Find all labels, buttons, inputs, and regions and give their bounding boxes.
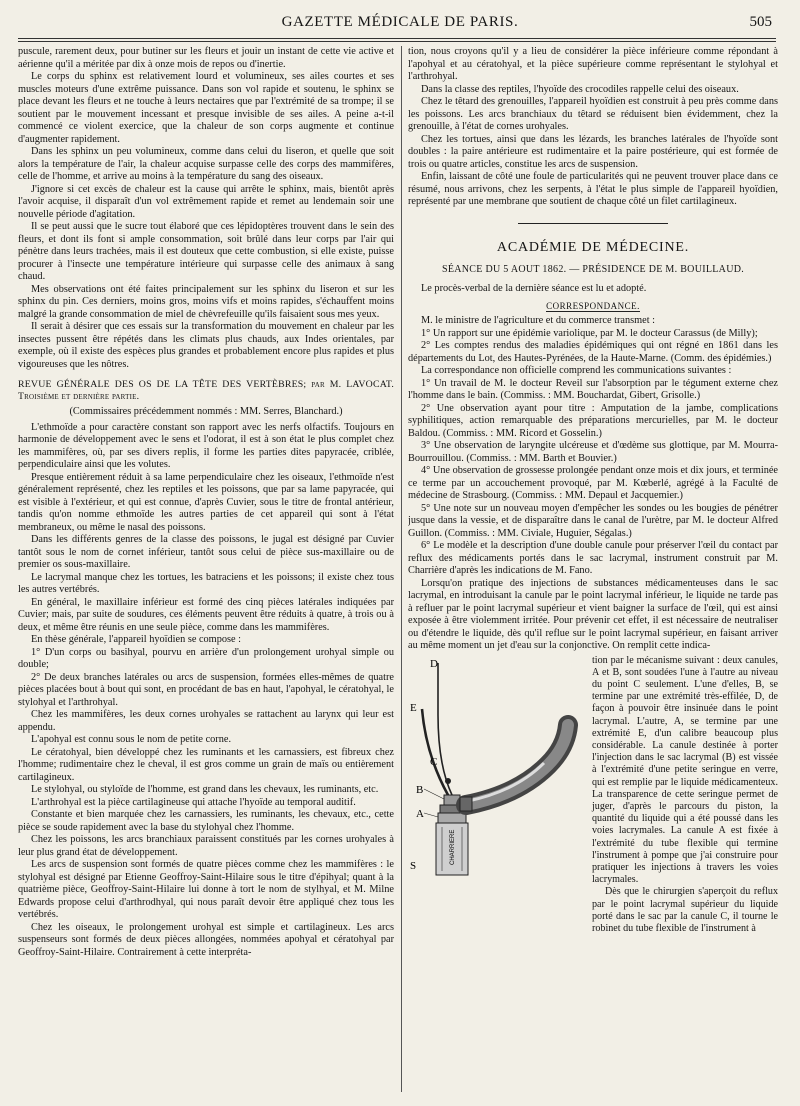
paragraph: La correspondance non officielle comprend les communications suivantes :: [421, 365, 732, 376]
paragraph: Dès que le chirurgien s'aperçoit du reflux par le point lacrymal supérieur du liquide porté dans le sac par la canule C, il tourne le robinet du tube flexible de l'instrument à: [592, 886, 778, 934]
paragraph: En général, le maxillaire inférieur est formé des cinq pièces latérales indiquées par Cuvier; mais, par suite de soudures, ces éléments peuvent être réduits à quatre, à trois ou à deux, et même être réunis en une seule pièce, comme dans les mammifères.: [18, 596, 394, 633]
page-header: [0, 14, 800, 36]
paragraph: Mes observations ont été faites principalement sur les sphinx du liseron et sur les sphinx du pin. Ces derniers, moins gros, moins vifs et moins rapides, s'échauffent moins malgré la grande consommation de miel de chèvrefeuille qu'ils faisaient sous mes yeux.: [18, 283, 394, 320]
lavocat-article: [18, 422, 394, 960]
paragraph: Chez les mammifères, les deux cornes urohyales se rattachent au larynx qui leur est appendu.: [18, 709, 394, 733]
paragraph: Dans les sphinx un peu volumineux, comme dans celui du liseron, et quelle que soit alors la température de l'air, la chaleur acquise surpasse celle des corps des mammifères, celle de l'homme, et arrive au moins à la température du sang des oiseaux.: [18, 146, 394, 182]
paragraph: Le lacrymal manque chez les tortues, les batraciens et les poissons; il existe chez tous les autres vertébrés.: [18, 571, 394, 595]
correspondance-heading: [408, 301, 778, 311]
paragraph: L'apohyal est connu sous le nom de petite corne.: [31, 734, 232, 745]
figure-label-a: A: [416, 807, 424, 820]
paragraph: Chez le têtard des grenouilles, l'appareil hyoïdien est construit à peu près comme dans les poissons. Les arcs branchiaux du têtard se réduisent bien évidemment, chez la grenouille, à l'état de cornes urohyales.: [408, 96, 778, 132]
figure-label-c: C: [430, 755, 438, 768]
paragraph: Lorsqu'on pratique des injections de substances médicamenteuses dans le sac lacrymal, en introduisant la canule par le point lacrymal inférieur, le liquide ne tarde pas à refluer par le point lacrymal supérieur et vient baigner la surface de l'œil, qui est ainsi exposée à être violemment irritée. Pour prévenir cet effet, il est nécessaire de neutraliser ou d'étendre le liquide, dès qu'il reflue sur le point lacrymal supérieur, en faisant arriver au même moment un jet d'eau sur la conjonctive. On remplit cette indica-: [408, 577, 778, 651]
double-canula-illustration: [408, 655, 586, 877]
proces-verbal: Le procès-verbal de la dernière séance est lu et adopté.: [421, 282, 647, 294]
list-item: 1° D'un corps ou basihyal, pourvu en arrière d'un prolongement urohyal simple ou double;: [18, 646, 394, 670]
paragraph: L'ethmoïde a pour caractère constant son rapport avec les nerfs olfactifs. Toujours en harmonie de développement avec le sens et l'odorat, il est à son état le plus complet chez les mammifères, où, par ses divers replis, il forme les parties dites papyracée, criblée, perpendiculaire ainsi que les volutes.: [18, 421, 394, 470]
revue-title: REVUE GÉNÉRALE DES OS DE LA TÊTE DES VERTÈBRES; par M. LAVOCAT. Troisième et dernière partie.: [18, 379, 394, 402]
paragraph: Il serait à désirer que ces essais sur la transformation du mouvement en chaleur par les insectes pussent être répétés dans les climats plus chauds, aux Indes orientales, par exemple, où il existe des espèces plus grandes et probablement encore plus rapides et plus vigoureuses que les nôtres.: [18, 321, 394, 370]
paragraph: Constante et bien marquée chez les carnassiers, les ruminants, les chevaux, etc., cette pièce se soude rapidement avec la base du stylohyal chez l'homme.: [18, 809, 394, 833]
paragraph: Enfin, laissant de côté une foule de particularités qui ne peuvent trouver place dans ce résumé, nous arrivons, chez les serpents, à l'état le plus simple de l'appareil hyoïdien, représenté par une membrane que soutient de chaque côté un filet cartilagineux.: [408, 171, 778, 207]
paragraph: J'ignore si cet excès de chaleur est la cause qui arrête le sphinx, mais, bientôt après l'avoir acquise, il disparaît d'un vol extrêmement rapide et remet au lendemain soir une nouvelle période d'agitation.: [18, 183, 394, 220]
paragraph: Chez les tortues, ainsi que dans les lézards, les branches latérales de l'hyoïde sont doubles : la paire antérieure est rudimentaire et la paire postérieure, qui est formée de trois ou quatre articles, constitue les arcs de suspension.: [408, 133, 778, 170]
figure-label-e: E: [410, 701, 417, 714]
figure-block: [408, 655, 778, 936]
sphinx-article: [18, 46, 394, 371]
list-item: 4° Une observation de grossesse prolongée pendant onze mois et dix jours, et terminée ce terme par un accouchement provoqué, par M. Kœberlé, agrégé à la Faculté de médecine de Strasbourg. (Commiss. : MM. Depaul et Jacquemier.): [408, 465, 778, 501]
list-item: 1° Un travail de M. le docteur Reveil sur l'absorption par le tégument externe chez l'homme dans le bain. (Commiss. : MM. Bouchardat, Gibert, Grisolle.): [408, 377, 778, 401]
paragraph: Chez les poissons, les arcs branchiaux paraissent constitués par les cornes urohyales à leur plus grand état de développement.: [18, 834, 394, 858]
list-item: 5° Une note sur un nouveau moyen d'empêcher les sondes ou les bougies de pénétrer jusque dans la vessie, et de disparaître dans le canal de l'urètre, par M. le docteur Alfred Guillon. (Commiss. : MM. Civiale, Huguier, Ségalas.): [408, 502, 778, 539]
paragraph: En thèse générale, l'appareil hyoïdien se compose :: [31, 634, 242, 645]
right-column: [408, 46, 778, 1096]
canula-figure: [408, 655, 586, 877]
list-item: 1° Un rapport sur une épidémie variolique, par M. le docteur Carassus (de Milly);: [421, 327, 758, 339]
paragraph: Le corps du sphinx est relativement lourd et volumineux, ses ailes courtes et ses muscles moteurs d'une extrême puissance. Dans son vol rapide et soutenu, le sphinx se place devant les fleurs et ne touche à leurs nectaires que par l'extrémité de sa trompe; il se soutient par le mouvement incessant et presque invisible de ses ailes. A peine a-t-il commencé ce violent exercice, que la chaleur de son corps augmente et continue d'augmenter rapidement.: [18, 71, 394, 145]
seance-line: SÉANCE DU 5 AOUT 1862. — PRÉSIDENCE DE M. BOUILLAUD.: [441, 263, 745, 275]
header-rule-top: [18, 38, 776, 39]
lavocat-article-continued: [408, 46, 778, 209]
revue-heading: [18, 379, 394, 403]
correspondance-list: [408, 315, 778, 653]
paragraph: puscule, rarement deux, pour butiner sur les fleurs et jouir un instant de cette vie active et aérienne qu'il a méritée par dix à onze mois de repos ou d'inertie.: [18, 46, 394, 70]
paragraph: tion par le mécanisme suivant : deux canules, A et B, sont soudées l'une à l'autre au niveau du point C seulement. L'une d'elles, B, se termine par une extrémité très-effilée, D, de façon à pouvoir être insinuée dans le point lacrymal. L'autre, A, se termine par une extrémité E, d'un calibre beaucoup plus considérable. La canule destinée à porter l'injection dans le sac lacrymal (B) est vissée à l'extrémité d'une petite seringue en verre, qui est remplie par le liquide médicamenteux. La transparence de cette seringue permet de juger, d'après le parcours du piston, la quantité du liquide qui a été poussé dans les voies lacrymales. La canule A est fixée à l'extrémité du tube flexible qui termine l'instrument à pompe que j'ai construire pour pratiquer les injections à travers les voies lacrymales.: [592, 654, 778, 886]
left-column: [18, 46, 394, 1096]
figure-label-b: B: [416, 783, 424, 796]
academy-title: ACADÉMIE DE MÉDECINE.: [496, 239, 690, 255]
section-separator: [518, 223, 668, 224]
commissaires-note: (Commissaires précédemment nommés : MM. Serres, Blanchard.): [69, 406, 343, 417]
page-number: 505: [749, 14, 772, 30]
instrument-maker-mark: CHARRIERE: [450, 829, 456, 865]
list-item: 3° Une observation de laryngite ulcéreuse et d'œdème sus glottique, par M. Mourra-Bourrouillou. (Commiss. : MM. Barth et Bouvier.): [408, 440, 778, 464]
paragraph: Les arcs de suspension sont formés de quatre pièces comme chez les mammifères : le stylohyal est désigné par Etienne Geoffroy-Saint-Hilaire sous le titre d'épihyal; quant à la quatrième pièce, Geoffroy-Saint-Hilaire lui donne à tort le nom de stylhyal, et M. Milne Edwards propose celui d'arthrodhyal, qui nous paraît devoir être appliqué chez tous les vertébrés.: [18, 859, 394, 920]
paragraph: Presque entièrement réduit à sa lame perpendiculaire chez les oiseaux, l'ethmoïde n'est généralement représenté, chez les reptiles et les poissons, que par sa lame papyracée, qui est visible à l'extérieur, et qui est connue, d'après Cuvier, sous le titre de frontal antérieur, tandis qu'on nomme ethmoïde les autres parties de cet appareil qui sont à l'état membraneux, ou même le nasal des poissons.: [18, 471, 394, 533]
figure-label-s: S: [410, 859, 417, 872]
header-rule-bottom: [18, 41, 776, 42]
paragraph: Il se peut aussi que le sucre tout élaboré que ces lépidoptères trouvent dans le sein des fleurs, et dont ils font si ample consommation, soit brûlé dans leur corps par l'air qui pénètre dans leurs trachées, mais il est douteux que cette combustion, si elle existe, puisse procurer à l'insecte une température intérieure qui surpasse celle des animaux à sang chaud.: [18, 221, 394, 282]
paragraph: Le stylohyal, ou styloïde de l'homme, est grand dans les chevaux, les ruminants, etc.: [31, 784, 379, 795]
column-divider: [401, 46, 402, 1092]
paragraph: tion, nous croyons qu'il y a lieu de considérer la pièce inférieure comme répondant à l'apohyal et au cératohyal, et la pièce supérieure comme représentant le stylohyal et l'arthrohyal.: [408, 46, 778, 82]
figure-caption-text: [592, 655, 778, 936]
paragraph: Dans la classe des reptiles, l'hyoïde des crocodiles rappelle celui des oiseaux.: [421, 83, 739, 95]
paragraph: Dans les différents genres de la classe des poissons, le jugal est désigné par Cuvier tantôt sous le nom de cornet inférieur, tantôt sous celui de pièce sus-maxillaire ou de premier os sous-maxillaire.: [18, 534, 394, 570]
list-item: 2° Les comptes rendus des maladies épidémiques qui ont régné en 1861 dans les départements du Lot, des Hautes-Pyrénées, de la Haute-Marne. (Comm. des épidémies.): [408, 340, 778, 364]
paragraph: M. le ministre de l'agriculture et du commerce transmet :: [421, 315, 656, 326]
list-item: 2° De deux branches latérales ou arcs de suspension, formées elles-mêmes de quatre pièces placées bout à bout qui sont, en procédant de bas en haut, l'apohyal, le cératohyal, le stylohyal et l'arthrohyal.: [18, 671, 394, 708]
journal-title: GAZETTE MÉDICALE DE PARIS.: [281, 14, 519, 30]
list-item: 6° Le modèle et la description d'une double canule pour préserver l'œil du contact par reflux des médicaments portés dans le sac lacrymal, instrument construit par M. Charrière d'après les indications de M. Fano.: [408, 540, 778, 576]
list-item: 2° Une observation ayant pour titre : Amputation de la jambe, complications syphilitiques, action remarquable des préparations mercurielles, par M. le docteur Baldou. (Commiss. : MM. Ricord et Gosselin.): [408, 402, 778, 439]
correspondance-label: CORRESPONDANCE.: [546, 301, 640, 311]
paragraph: L'arthrohyal est la pièce cartilagineuse qui attache l'hyoïde au temporal auditif.: [31, 796, 356, 808]
paragraph: Chez les oiseaux, le prolongement urohyal est simple et cartilagineux. Les arcs suspenseurs sont formés de deux pièces allongées, nommées apohyal et cératohyal par Geoffroy-Saint-Hilaire. Contrairement à cette interpréta-: [18, 921, 394, 958]
figure-label-d: D: [430, 657, 438, 670]
paragraph: Le cératohyal, bien développé chez les ruminants et les carnassiers, est fibreux chez l'homme; rudimentaire chez le cheval, il est gros comme un grain de maïs ou entièrement cartilagineux.: [18, 746, 394, 783]
